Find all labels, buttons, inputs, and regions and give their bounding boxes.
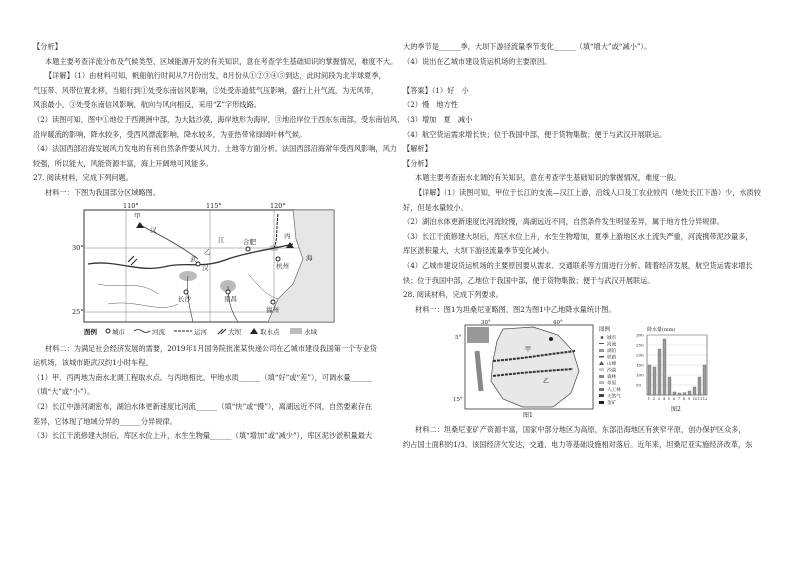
rainfall-bar bbox=[673, 392, 676, 395]
question-title: 28. 阅读材料，完成下列要求。 bbox=[403, 290, 503, 300]
material-text: 材料二：为满足社会经济发展的需要，2019年1月国务院批准某快递公司在乙城市建设我国第一个专业货运机场，该城市距武汉约1小时车程。 bbox=[33, 343, 377, 368]
left-column bbox=[33, 40, 405, 444]
rainfall-bar bbox=[683, 393, 686, 395]
legend-item: 河流 bbox=[152, 327, 165, 336]
place-label: 福州 bbox=[266, 305, 279, 314]
legend-item: 沙漠 bbox=[607, 368, 617, 374]
place-label: 杭州 bbox=[276, 261, 289, 270]
rainfall-bar bbox=[688, 391, 691, 395]
analysis-line: 【分析】 bbox=[403, 158, 432, 168]
answer-line: （4）航空货运需求增长快；位于我国中部，便于货物集散；便于与武汉开展联运。 bbox=[403, 129, 667, 139]
legend-item: 运河 bbox=[194, 327, 207, 336]
place-label: 合肥 bbox=[243, 237, 256, 246]
y-tick-label: 100 bbox=[636, 372, 644, 378]
legend-swatch bbox=[599, 343, 604, 344]
chart-title: 降水量(mm) bbox=[647, 327, 676, 334]
month-label: 6 bbox=[672, 397, 676, 402]
question-title: 27. 阅读材料，完成下列问题。 bbox=[33, 173, 133, 183]
fig-caption: 图1 bbox=[523, 412, 533, 420]
month-label: 11 bbox=[697, 397, 703, 402]
answer-line: （2）慢 地方性 bbox=[403, 100, 458, 110]
month-label: 3 bbox=[657, 397, 661, 402]
chart-y-ticks bbox=[636, 333, 644, 388]
tanzania-figures bbox=[453, 320, 713, 421]
legend-item: 天然气 bbox=[607, 394, 621, 400]
legend-swatch bbox=[599, 356, 604, 358]
rainfall-bar bbox=[693, 387, 696, 395]
legend-swatch bbox=[599, 381, 604, 384]
place-label: 乙 bbox=[204, 247, 211, 256]
lon-label: 110° bbox=[123, 201, 139, 210]
analysis-line: （4）乙城市建设货运机场的主要原因要从需求、交通联系等方面进行分析。随着经济发展，航空货运需求增长 bbox=[403, 260, 753, 270]
rainfall-bar bbox=[668, 377, 671, 395]
analysis-line: 【解析】 bbox=[403, 144, 432, 154]
text-line: 本题主要考查洋流分布及气候类型、区域能源开发的有关知识，意在考查学生基础知识的掌握情况，难度不大。 bbox=[45, 56, 398, 66]
y-tick-label: 150 bbox=[636, 362, 644, 368]
legend-item: 金矿 bbox=[607, 401, 617, 407]
fig-caption: 图2 bbox=[671, 406, 681, 414]
analysis-line: 本题主要考查南水北调的有关知识，意在考查学生基础知识的掌握情况，难度一般。 bbox=[415, 173, 681, 183]
question-line: （4）说出在乙城市建设货运机场的主要原因。 bbox=[403, 56, 552, 66]
legend-item: 铁路 bbox=[607, 355, 617, 361]
material-label: 材料一：下图为我国部分区域略图。 bbox=[45, 187, 161, 197]
question-line: 大的季节是______季，大坝下游径流量季节变化______（填“增大”或“减小”）。 bbox=[403, 42, 652, 51]
spacer bbox=[403, 69, 748, 84]
place-label: 甲 bbox=[134, 211, 141, 220]
lon-label: 115° bbox=[206, 201, 222, 210]
legend-swatch bbox=[599, 394, 604, 397]
place-label: 武 bbox=[190, 254, 197, 263]
place-label: 乙 bbox=[543, 378, 550, 386]
figure-panel bbox=[453, 320, 713, 421]
legend-item: 河流 bbox=[607, 342, 617, 348]
analysis-line: 好，但是水量较小。 bbox=[403, 202, 468, 212]
text-line: 风浪最小，③处受东南信风影响，航向与风向相反，采用“Z”字形线路。 bbox=[33, 100, 261, 110]
city-marker bbox=[184, 290, 188, 294]
text-line: 气压带、风带位置北移，当船行到①处受东南信风影响，②处受赤道低气压影响，盛行上升气流，为无风带， bbox=[33, 85, 379, 95]
material-text: 材料二：坦桑尼亚矿产资源丰富，国家中部分地区为高原，东部沿海地区有狭窄平原，创办保护区众多， bbox=[415, 425, 746, 435]
rainfall-bar bbox=[678, 393, 681, 395]
month-label: 7 bbox=[677, 397, 681, 402]
legend-item: 城市 bbox=[112, 327, 125, 336]
month-label: 5 bbox=[667, 397, 671, 402]
city-marker bbox=[226, 290, 230, 294]
answer-line: （3）增加 夏 减小 bbox=[403, 114, 473, 124]
fig1-legend bbox=[607, 334, 621, 406]
legend-dam-icon bbox=[218, 329, 226, 334]
analysis-line: （3）长江干流修建大坝后，库区水位上升，水生生物增加，夏季上游地区水土流失严重，河流携带泥沙量多， bbox=[403, 231, 753, 241]
lat-label: 30° bbox=[72, 243, 84, 252]
lon-label: 40° bbox=[553, 320, 563, 327]
analysis-line: 库区淤积量大，大坝下游径流量季节变化减小。 bbox=[403, 246, 554, 256]
legend-city-icon bbox=[106, 329, 110, 333]
rainfall-bar bbox=[648, 365, 651, 395]
y-tick-label: 300 bbox=[636, 332, 644, 338]
legend-swatch bbox=[601, 336, 604, 339]
legend-swatch bbox=[599, 375, 604, 378]
legend-intake-icon bbox=[250, 328, 258, 334]
legend-item: 山峰 bbox=[607, 362, 617, 368]
month-label: 10 bbox=[692, 397, 698, 402]
question-line: （1）甲、丙两地为南水北调工程取水点。与丙地相比，甲地水质______（填“好”或“差”），可调水量______ bbox=[33, 372, 373, 382]
lake-victoria bbox=[467, 327, 489, 343]
lat-label: 15° bbox=[453, 397, 463, 404]
lon-label: 120° bbox=[270, 201, 286, 210]
question-line: 差异，它体现了地域分异的______分异规律。 bbox=[33, 416, 177, 426]
legend-item: 人工林 bbox=[607, 388, 621, 394]
city-marker bbox=[271, 300, 275, 304]
lat-label: 5° bbox=[455, 335, 462, 342]
question-line: （3）长江干流修建大坝后，库区水位上升，水生生物量______（填“增加”或“减少”），库区泥沙淤积量最大 bbox=[33, 431, 373, 441]
y-tick-label: 200 bbox=[636, 352, 644, 358]
question-line: （2）长江中游河湖密布，湖泊水体更新速度比河流______（填“快”或“慢”），离湖远近不同，自然要素存在 bbox=[33, 401, 373, 411]
y-tick-label: 250 bbox=[636, 342, 644, 348]
right-column bbox=[403, 40, 761, 452]
material-text: 约占国土面积的1/3。该国经济欠发达，交通、电力等基础设施相对落后。近年来，坦桑尼亚实施经济改革，东 bbox=[403, 439, 753, 449]
place-label: 甲 bbox=[525, 346, 532, 354]
legend-item: 草原 bbox=[607, 381, 617, 387]
rainfall-bar bbox=[658, 349, 661, 395]
rainfall-bar bbox=[663, 339, 666, 395]
month-label: 1 bbox=[647, 397, 651, 402]
rainfall-bar bbox=[653, 367, 656, 395]
place-label: 汉 bbox=[202, 263, 209, 272]
place-label: 海 bbox=[306, 253, 313, 262]
rainfall-bar bbox=[698, 377, 701, 395]
place-label: 南昌 bbox=[224, 294, 237, 303]
map-figure bbox=[72, 201, 340, 339]
text-line: 较强，所以能大，风能资源丰富，海上开阔地可风能多。 bbox=[33, 158, 213, 168]
mountain-peak bbox=[549, 337, 553, 341]
lon-label: 30° bbox=[481, 320, 491, 327]
text-line: 【分析】 bbox=[33, 42, 62, 51]
city-marker bbox=[246, 247, 250, 251]
y-tick-label: 50 bbox=[636, 382, 642, 388]
month-label: 4 bbox=[662, 397, 666, 402]
month-label: 2 bbox=[652, 397, 656, 402]
month-label: 12 bbox=[702, 397, 708, 402]
legend-river-icon bbox=[134, 329, 150, 332]
city-marker bbox=[276, 257, 280, 261]
legend-item: 湖泊 bbox=[607, 349, 617, 355]
text-line: （4）法国西部沿海发展风力发电的有利自然条件要从风力、土地等方面分析。法国西部沿海常年受西风影响，风力 bbox=[33, 144, 397, 154]
lat-label: 25° bbox=[72, 307, 84, 316]
rainfall-bar bbox=[703, 365, 706, 395]
text-line: （2）读图可知，图中①地位于西澳洲中部，为大陆沙漠，海岸地形为海岸，③地沿岸位于西东东南部，受东南信风、 bbox=[33, 114, 405, 124]
legend-item: 取水点 bbox=[260, 327, 280, 336]
place-label: 丙 bbox=[284, 231, 291, 240]
legend-swatch bbox=[599, 368, 604, 371]
legend-title: 图例 bbox=[84, 327, 97, 336]
legend-swatch bbox=[599, 361, 604, 365]
text-line: 【详解】（1）由材料可知，帆船航行时间从7月份出发，8月份从①②③④⑤到达，此时间段为北半球夏季， bbox=[45, 71, 386, 81]
fig1-legend-swatches bbox=[599, 336, 604, 404]
legend-swatch bbox=[599, 349, 604, 352]
legend-item: 森林 bbox=[607, 375, 617, 381]
text-line: 沿岸暖流的影响，降水较多，受西风漂流影响，降水较多，为亚热带常绿阔叶林气候。 bbox=[33, 129, 307, 139]
legend-item: 大坝 bbox=[228, 327, 241, 336]
answer-line: 【答案】（1）好 小 bbox=[403, 85, 469, 95]
place-label: 江 bbox=[218, 235, 225, 244]
month-label: 8 bbox=[682, 397, 686, 402]
legend-title: 图例 bbox=[599, 327, 611, 334]
city-marker bbox=[196, 262, 200, 266]
place-label: 汉 bbox=[150, 225, 157, 234]
legend-item: 水域 bbox=[304, 327, 317, 336]
analysis-line: 快；位于我国中部，乙地位于我国中部，便于货物集散；便于与武汉开展联运。 bbox=[403, 275, 655, 285]
analysis-line: （2）湖泊水体更新速度比河流较慢，离湖远近不同，自然条件发生明显差异，属于地方性分异规律。 bbox=[403, 217, 724, 227]
legend-item: 城市 bbox=[607, 336, 617, 342]
legend-swatch bbox=[599, 388, 604, 391]
month-label: 9 bbox=[687, 397, 691, 402]
china-region-map bbox=[72, 201, 340, 339]
place-label: 长沙 bbox=[178, 294, 191, 303]
analysis-line: 【详解】（1）读图可知，甲位于长江的支流—汉江上游，沿线人口及工农业较丙（地处长江下游）少，水质较 bbox=[415, 187, 761, 197]
legend-water-icon bbox=[290, 328, 302, 334]
legend-swatch bbox=[599, 401, 604, 404]
question-line: （填“大”或“小”）。 bbox=[33, 387, 95, 397]
chart-x-ticks bbox=[648, 397, 708, 401]
material-label: 材料一：图1为坦桑尼亚略图，图2为图1中乙地降水量统计图。 bbox=[415, 304, 616, 314]
